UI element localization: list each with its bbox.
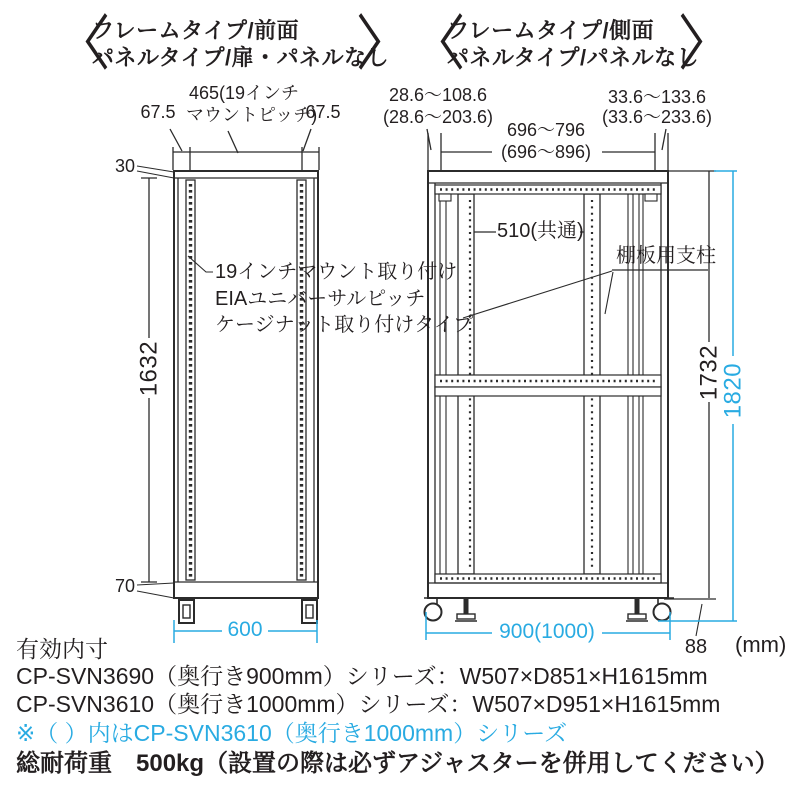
front-caster-left-icon — [179, 600, 194, 623]
side-dim-center-line2: (696～896) — [500, 142, 592, 162]
side-title-bracket-close: 〉 — [680, 10, 726, 76]
side-dim-topright-line1: 33.6～133.6 — [607, 87, 707, 107]
front-title-bracket-open: 〈 — [62, 10, 108, 76]
front-dim-30: 30 — [114, 156, 135, 176]
side-title-line1: フレームタイプ/側面 — [447, 18, 655, 43]
front-dim-465-line1: 465(19インチ — [189, 83, 300, 103]
footer-effective-inner-dim: 有効内寸 — [16, 636, 108, 662]
side-dim-1820: 1820 — [719, 362, 747, 419]
unit-note: (mm) — [735, 632, 787, 657]
footer-series-1000: CP-SVN3610（奥行き1000mm）シリーズ：W507×D951×H1615mm — [16, 691, 721, 717]
front-annotation-line2: EIAユニバーサルピッチ — [215, 288, 426, 310]
front-dim-70: 70 — [114, 576, 135, 596]
front-dim-1632: 1632 — [135, 340, 163, 397]
side-dim-510: 510(共通) — [497, 220, 584, 242]
side-dim-topright-line2: (33.6～233.6) — [601, 107, 713, 127]
footer-load-capacity: 総耐荷重 500kg（設置の際は必ずアジャスターを併用してください） — [16, 750, 779, 777]
side-dim-center-line1: 696～796 — [506, 120, 586, 140]
side-dim-88: 88 — [684, 636, 708, 658]
side-dim-topleft-line1: 28.6～108.6 — [388, 85, 488, 105]
front-view-drawing — [137, 129, 319, 623]
front-dim-600: 600 — [227, 618, 263, 641]
side-dim-topleft-line2: (28.6～203.6) — [382, 107, 494, 127]
side-title-line2: パネルタイプ/パネルなし — [447, 45, 700, 70]
side-adjuster-left-icon — [455, 599, 477, 621]
front-title-line2: パネルタイプ/扉・パネルなし — [92, 45, 390, 70]
side-label-shelf-support: 棚板用支柱 — [616, 245, 716, 267]
front-title-line1: フレームタイプ/前面 — [92, 18, 300, 43]
front-dim-67-5-right: 67.5 — [305, 102, 341, 122]
side-dim-1732: 1732 — [695, 344, 723, 401]
front-annotation-line3: ケージナット取り付けタイプ — [215, 314, 474, 336]
front-caster-right-icon — [302, 600, 317, 623]
side-title-bracket-open: 〈 — [417, 10, 463, 76]
front-annotation-line1: 19インチマウント取り付け — [215, 261, 458, 283]
side-dim-900: 900(1000) — [499, 620, 595, 643]
front-title-bracket-close: 〉 — [358, 10, 404, 76]
side-adjuster-right-icon — [626, 599, 648, 621]
side-view-drawing — [424, 129, 716, 636]
front-dim-465-line2: マウントピッチ) — [186, 105, 318, 125]
footer-parentheses-note: ※（ ）内はCP-SVN3610（奥行き1000mm）シリーズ — [16, 720, 568, 746]
footer-series-900: CP-SVN3690（奥行き900mm）シリーズ：W507×D851×H1615mm — [16, 663, 708, 689]
front-dim-67-5-left: 67.5 — [140, 102, 176, 122]
side-caster-left-icon — [424, 598, 448, 621]
